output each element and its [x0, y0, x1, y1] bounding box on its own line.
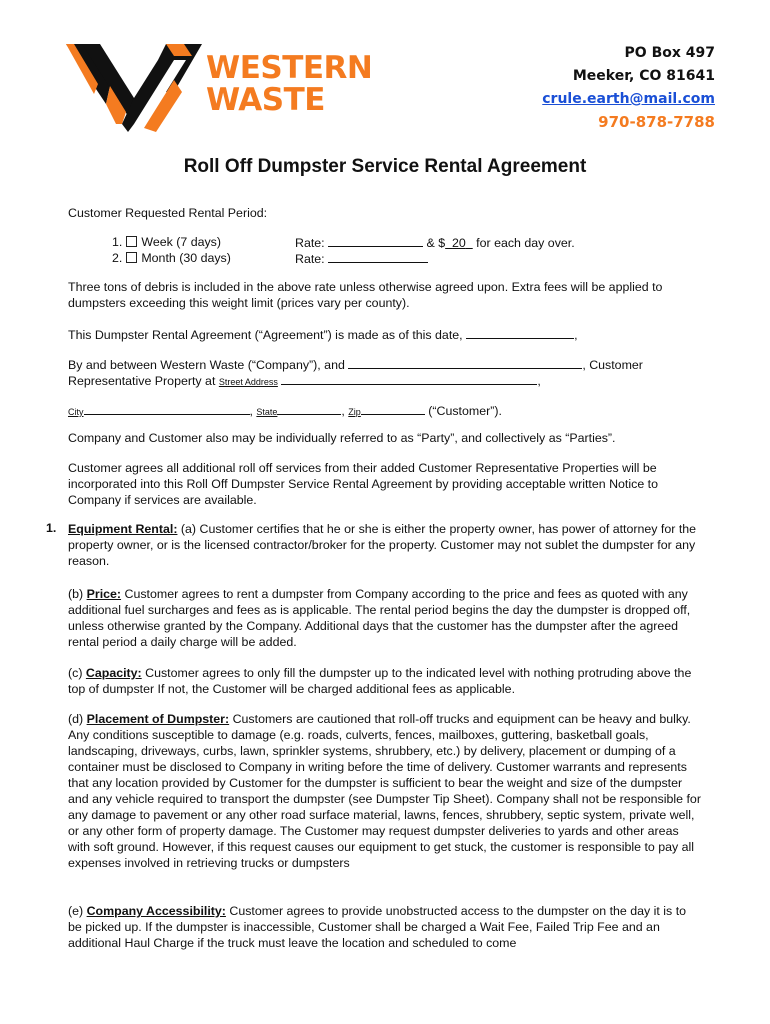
- city-label: City: [68, 407, 84, 417]
- page-title: Roll Off Dumpster Service Rental Agreement: [183, 156, 587, 177]
- option-week: [112, 234, 221, 250]
- western-waste-logo-icon: [66, 36, 202, 132]
- between-line: [68, 356, 708, 373]
- section-1-a: [68, 521, 700, 569]
- week-checkbox[interactable]: [126, 236, 137, 247]
- between-text: By and between Western Waste (“Company”), and: [68, 358, 345, 372]
- section-1-c-prefix: (c): [68, 666, 83, 680]
- brand-name: [206, 52, 372, 116]
- section-1-b-text: Customer agrees to rent a dumpster from Company according to the price and fees as quoted with any additional fuel surcharges and fees as is applicable. The rental period begins the day the dumpster is dropped off, unless otherwise granted by the Company. Additional days that the customer has the dumpster after the agreed rental period a daily charge will be added.: [68, 587, 691, 649]
- city-state-zip-line: City , State , Zip (“Customer”).: [68, 404, 502, 418]
- email-link[interactable]: crule.earth@mail.com: [542, 91, 715, 107]
- option-month-num: 2.: [112, 251, 123, 265]
- option-week-num: 1.: [112, 235, 123, 249]
- rate-label-2: Rate:: [295, 252, 325, 266]
- phone-number: 970-878-7788: [598, 113, 715, 131]
- customer-name-field[interactable]: [348, 356, 582, 369]
- section-1-d: [68, 711, 702, 871]
- street-address-field[interactable]: [281, 372, 537, 385]
- section-1-d-prefix: (d): [68, 712, 84, 726]
- section-1-number: 1.: [46, 521, 57, 535]
- rep-property-text: Representative Property at: [68, 374, 216, 388]
- contact-block: [542, 42, 715, 134]
- extra-amount-value: 20: [452, 236, 466, 250]
- po-box: PO Box 497: [624, 45, 715, 61]
- extra-amount: [445, 236, 473, 250]
- extra-suffix: for each day over.: [476, 236, 575, 250]
- agreement-date-text: This Dumpster Rental Agreement (“Agreement”) is made as of this date,: [68, 328, 463, 342]
- section-1-e-prefix: (e): [68, 904, 84, 918]
- additional-text: Customer agrees all additional roll off services from their added Customer Representative Properties will be incorporated into this Roll Off Dumpster Service Rental Agreement by providing acceptable written Notice to Company if services are available.: [68, 461, 658, 507]
- customer-quote: (“Customer”).: [428, 404, 502, 418]
- city-field[interactable]: [84, 402, 250, 415]
- brand-line-1: WESTERN: [206, 50, 373, 86]
- brand-line-2: WASTE: [206, 82, 325, 118]
- rep-property-line: Representative Property at Street Address ,: [68, 374, 541, 388]
- section-1-d-text: Customers are cautioned that roll-off trucks and equipment can be heavy and bulky. Any conditions susceptible to damage (e.g. roads, culverts, fences, mailboxes, guttering, basketball goals, landscaping, driveways, curbs, lawn, sprinkler systems, shrubbery, etc.) by delivery, placement or dumping of a container must be disclosed to Company in writing before the time of delivery. Customer warrants and represents that any location provided by Customer for the dumpster is sufficient to bear the weight and size of the dumpster and any vehicle required to transport the dumpster (see Dumpster Tip Sheet). Company shall not be responsible for any damage to pavement or any other road surface material, lawns, fences, shrubbery, septic system, private well, or any other form of property damage. The Customer may request dumpster deliveries to yards and other areas with soft ground. However, if this request causes our equipment to get stuck, the customer is responsible to pay all expenses involved in retrieving trucks or dumpsters: [68, 712, 701, 870]
- option-week-label: Week (7 days): [141, 235, 221, 249]
- rental-period-label: Customer Requested Rental Period:: [68, 206, 268, 220]
- section-1-c-text: Customer agrees to only fill the dumpster up to the indicated level with nothing protruding above the top of dumpster If not, the Customer will be charged additional fees as applicable.: [68, 666, 692, 696]
- zip-field[interactable]: [361, 402, 425, 415]
- option-month-label: Month (30 days): [141, 251, 231, 265]
- agreement-date-line: This Dumpster Rental Agreement (“Agreement”) is made as of this date, ,: [68, 328, 578, 342]
- state-label: State: [256, 407, 278, 417]
- debris-text: Three tons of debris is included in the above rate unless otherwise agreed upon. Extra fees will be applied to dumpsters exceeding this weight limit (prices vary per county).: [68, 280, 663, 310]
- rate-label-1: Rate:: [295, 236, 325, 250]
- extra-prefix: & $: [426, 236, 446, 250]
- zip-label: Zip: [348, 407, 361, 417]
- placement-title: Placement of Dumpster:: [86, 712, 230, 726]
- section-1-c: [68, 665, 700, 697]
- month-checkbox[interactable]: [126, 252, 137, 263]
- rate-week-line: [295, 234, 575, 251]
- section-1-title: Equipment Rental:: [68, 522, 178, 536]
- state-field[interactable]: [277, 402, 341, 415]
- agreement-date-field[interactable]: [466, 326, 574, 339]
- option-month: [112, 250, 231, 266]
- street-label: Street Address: [218, 377, 278, 387]
- section-1-e-text: Customer agrees to provide unobstructed access to the dumpster on the day it is to be picked up. If the dumpster is inaccessible, Customer shall be charged a Wait Fee, Failed Trip Fee and an additional Haul Charge if the truck must leave the location and scheduled to come: [68, 904, 687, 950]
- rate-month-field[interactable]: [328, 250, 428, 263]
- section-1-a-text: (a) Customer certifies that he or she is either the property owner, has power of attorney for the property owner, or is the licensed contractor/broker for the property. Customer may not sublet the dumpster for any reason.: [68, 522, 697, 568]
- price-title: Price:: [86, 587, 122, 601]
- section-1-e: [68, 903, 700, 951]
- city-line: Meeker, CO 81641: [572, 68, 715, 84]
- section-1-b-prefix: (b): [68, 587, 84, 601]
- section-1-b: [68, 586, 700, 650]
- customer-label: , Customer: [582, 358, 643, 372]
- accessibility-title: Company Accessibility:: [86, 904, 226, 918]
- capacity-title: Capacity:: [85, 666, 142, 680]
- rate-month-line: [295, 250, 428, 267]
- party-text: Company and Customer also may be individually referred to as “Party”, and collectively as “Parties”.: [68, 431, 616, 445]
- rate-week-field[interactable]: [328, 234, 423, 247]
